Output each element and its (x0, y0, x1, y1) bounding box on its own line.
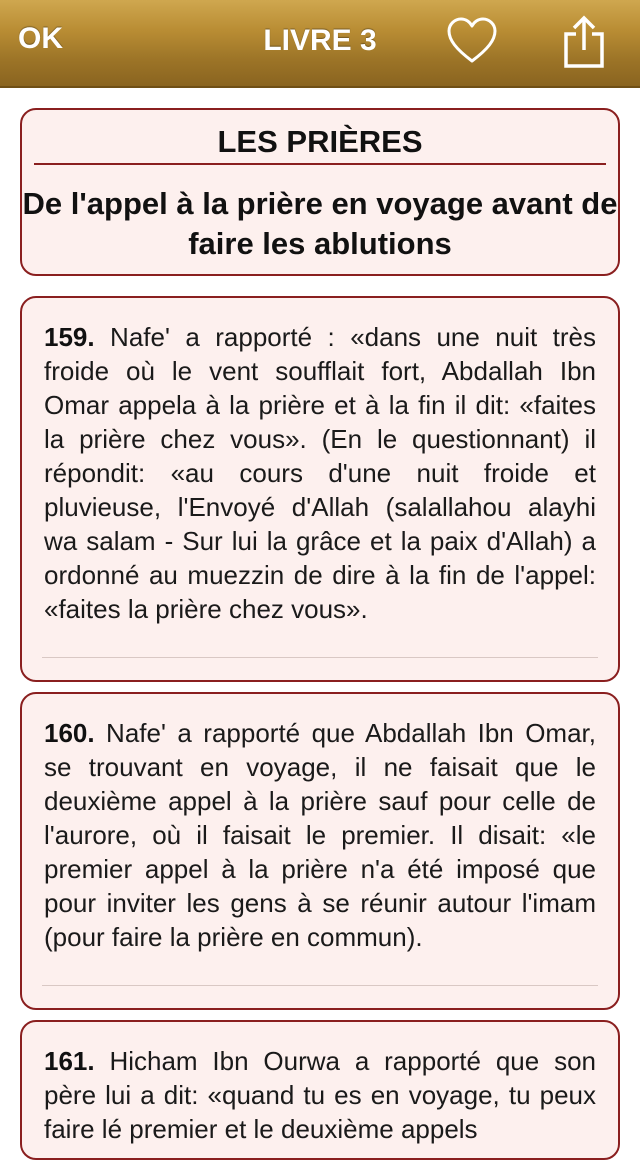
heart-icon[interactable] (446, 16, 498, 68)
hadith-number: 160. (44, 718, 95, 748)
card-separator (42, 657, 598, 658)
hadith-text (44, 716, 596, 954)
navigation-bar (0, 0, 640, 88)
hadith-number: 159. (44, 322, 95, 352)
hadith-body: Nafe' a rapporté : «dans une nuit très froide où le vent soufflait fort, Abdallah Ibn Omar appela à la prière et à la fin il dit: «faites la prière chez vous». (En le questionnant) il répondit: «au cours d'une nuit froide et pluvieuse, l'Envoyé d'Allah (salallahou alayhi wa salam - Sur lui la grâce et la paix d'Allah) a ordonné au muezzin de dire à la fin de l'appel: «faites la prière chez vous». (44, 322, 596, 624)
hadith-card (20, 296, 620, 682)
share-icon[interactable] (560, 14, 608, 70)
hadith-number: 161. (44, 1046, 95, 1076)
hadith-card (20, 692, 620, 1010)
section-title: LES PRIÈRES (217, 124, 423, 159)
ok-button[interactable]: OK (18, 22, 63, 55)
hadith-body: Hicham Ibn Ourwa a rapporté que son père lui a dit: «quand tu es en voyage, tu peux faire lé premier et le deuxième appels (44, 1046, 596, 1144)
hadith-card (20, 1020, 620, 1160)
chapter-title: De l'appel à la prière en voyage avant de faire les ablutions (22, 186, 618, 261)
book-title: LIVRE 3 (263, 24, 377, 57)
header-divider (34, 163, 606, 165)
hadith-text (44, 320, 596, 626)
hadith-body: Nafe' a rapporté que Abdallah Ibn Omar, se trouvant en voyage, il ne faisait que le deuxième appel à la prière sauf pour celle de l'aurore, où il faisait le premier. Il disait: «le premier appel à la prière n'a été imposé que pour inviter les gens à se réunir autour l'imam (pour faire la prière en commun). (44, 718, 596, 952)
card-separator (42, 985, 598, 986)
chapter-header (20, 108, 620, 276)
hadith-text (44, 1044, 596, 1146)
